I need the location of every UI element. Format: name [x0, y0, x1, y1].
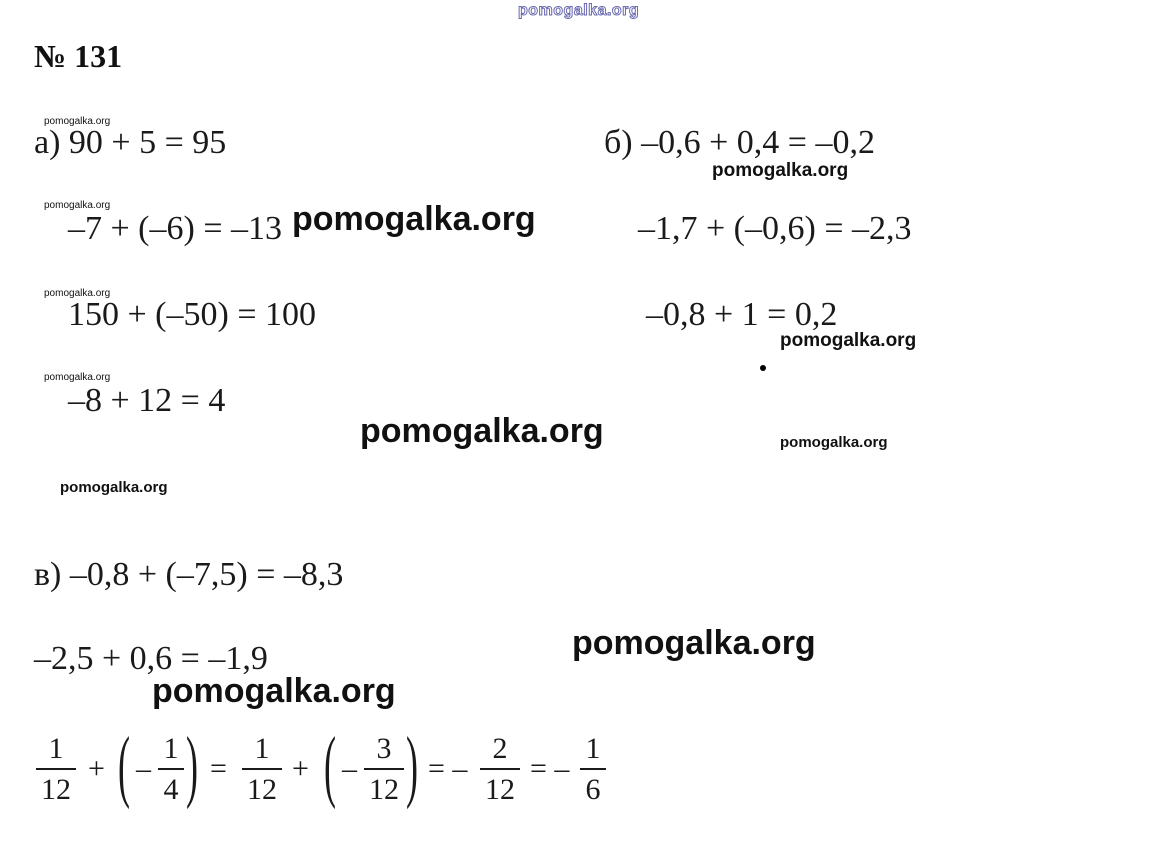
- denominator: 12: [485, 773, 515, 806]
- watermark-large: pomogalka.org: [152, 672, 396, 710]
- denominator: 12: [247, 773, 277, 806]
- watermark-small: pomogalka.org: [44, 200, 111, 211]
- watermark-small: pomogalka.org: [44, 116, 111, 127]
- top-watermark: pomogalka.org: [518, 2, 640, 19]
- fraction-bar: [364, 768, 404, 770]
- fraction-2: [158, 734, 184, 805]
- equals-sign: =: [210, 752, 227, 785]
- plus-sign: +: [292, 752, 309, 785]
- fraction-5: [480, 734, 520, 805]
- watermark-small: pomogalka.org: [44, 288, 111, 299]
- equation-v-1: в) –0,8 + (–7,5) = –8,3: [34, 556, 344, 593]
- fraction-3: [242, 734, 282, 805]
- minus-sign: –: [342, 752, 357, 785]
- numerator: 1: [48, 732, 64, 765]
- plus-sign: +: [88, 752, 105, 785]
- dot-mark: [760, 365, 766, 371]
- fraction-6: [580, 734, 606, 805]
- equals-minus: = –: [530, 752, 570, 785]
- fraction-bar: [36, 768, 76, 770]
- fraction-bar: [158, 768, 184, 770]
- denominator: 6: [585, 773, 601, 806]
- close-paren: ): [186, 722, 198, 810]
- minus-sign: –: [136, 752, 151, 785]
- fraction-bar: [580, 768, 606, 770]
- numerator: 1: [163, 732, 179, 765]
- equation-a-2: –7 + (–6) = –13: [68, 210, 282, 247]
- open-paren: (: [118, 722, 130, 810]
- watermark-large: pomogalka.org: [572, 624, 816, 662]
- equation-v-2: –2,5 + 0,6 = –1,9: [34, 640, 268, 677]
- equation-b-3: –0,8 + 1 = 0,2: [646, 296, 838, 333]
- watermark-small: pomogalka.org: [44, 372, 111, 383]
- denominator: 4: [163, 773, 179, 806]
- numerator: 2: [492, 732, 508, 765]
- watermark-large: pomogalka.org: [360, 412, 604, 450]
- denominator: 12: [41, 773, 71, 806]
- watermark-small: pomogalka.org: [780, 434, 888, 451]
- numerator: 1: [254, 732, 270, 765]
- fraction-bar: [480, 768, 520, 770]
- open-paren: (: [324, 722, 336, 810]
- fraction-1: [36, 734, 76, 805]
- fraction-equation: [0, 722, 700, 820]
- equals-minus: = –: [428, 752, 468, 785]
- watermark-large: pomogalka.org: [292, 200, 536, 238]
- watermark-small: pomogalka.org: [60, 479, 168, 496]
- equation-a-3: 150 + (–50) = 100: [68, 296, 316, 333]
- equation-b-1: б) –0,6 + 0,4 = –0,2: [604, 124, 875, 161]
- equation-a-4: –8 + 12 = 4: [68, 382, 226, 419]
- problem-number: № 131: [34, 38, 123, 74]
- fraction-4: [364, 734, 404, 805]
- equation-b-2: –1,7 + (–0,6) = –2,3: [638, 210, 912, 247]
- numerator: 3: [376, 732, 392, 765]
- fraction-bar: [242, 768, 282, 770]
- close-paren: ): [406, 722, 418, 810]
- watermark-medium: pomogalka.org: [712, 160, 849, 181]
- watermark-medium: pomogalka.org: [780, 330, 917, 351]
- denominator: 12: [369, 773, 399, 806]
- numerator: 1: [585, 732, 601, 765]
- equation-a-1: а) 90 + 5 = 95: [34, 124, 227, 161]
